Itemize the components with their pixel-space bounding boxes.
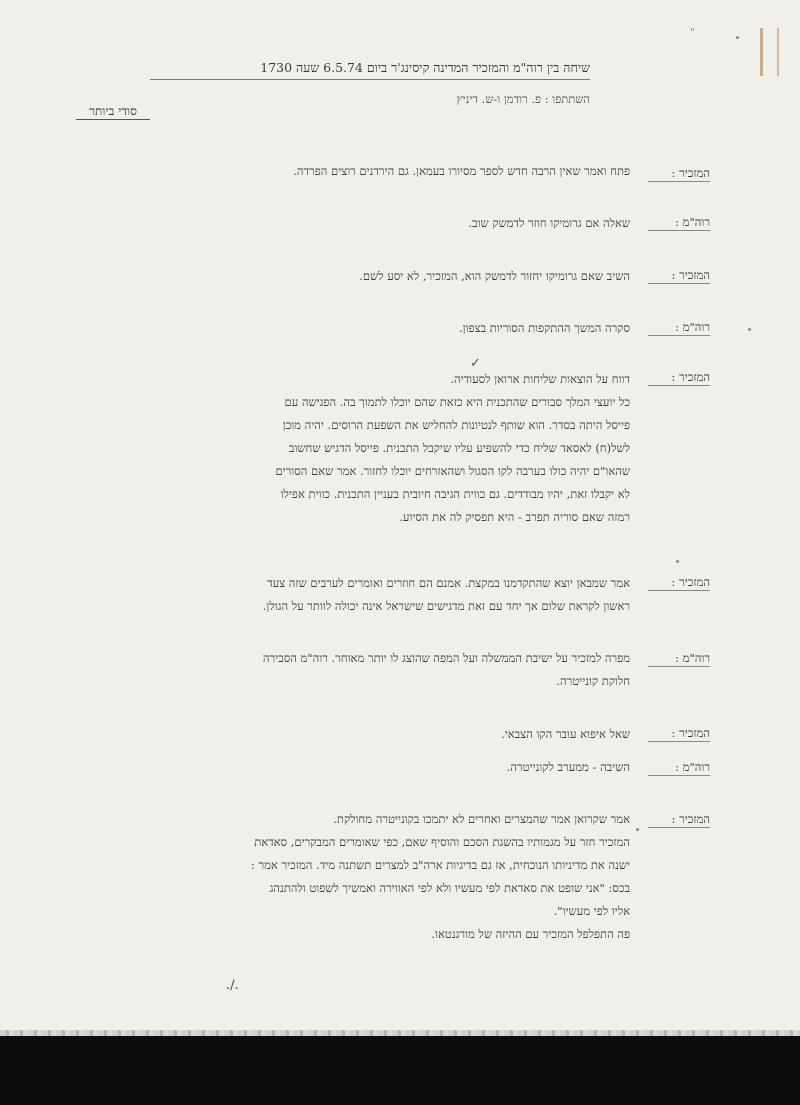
classification-label: סודי ביותר: [76, 104, 150, 120]
speaker-label: רוה"מ :: [648, 651, 710, 667]
speck: [736, 36, 739, 39]
entry-line: פתח ואמר שאין הרבה חדש לספר מסיורו בעמאן. גם הירדנים רוצים הפרדה.: [293, 164, 630, 178]
speaker-label: המזכיר :: [648, 166, 710, 182]
corner-mark: ": [690, 26, 696, 39]
entry-text: [251, 808, 630, 946]
document-title: שיחה בין רוה"מ והמזכיר המדינה קיסינג'ר ביום 6.5.74 שעה 1730: [150, 60, 590, 80]
entry-text: [459, 317, 630, 340]
entry-line: אמר שמבאן יוצא שהתקדמנו במקצת. אמנם הם חוזרים ואומרים לערבים שזה צעד: [267, 576, 630, 590]
entry-line: השיב שאם גרומיקו יחזור לדמשק הוא, המזכיר, לא יסע לשם.: [359, 269, 630, 283]
entry-line: כל יועצי המלך סבורים שהתכנית היא כזאת שהם יוכלו לתמוך בה. הפגישה עם: [284, 395, 630, 409]
handwritten-mark: ✓: [470, 356, 481, 371]
entry-text: [275, 368, 630, 529]
entry-line: סקרה המשך ההתקפות הסוריות בצפון.: [458, 321, 630, 335]
speaker-label: רוה"מ :: [648, 320, 710, 336]
entry-line: רמזה שאם סוריה תפרב - היא תפסיק לה את הסיוע.: [399, 510, 630, 524]
speaker-label: המזכיר :: [648, 812, 710, 828]
speaker-label: רוה"מ :: [648, 760, 710, 776]
speck: [676, 560, 679, 563]
entry-text: [263, 647, 630, 693]
entry-text: [507, 756, 630, 779]
entry-line: אליו לפי מעשיו".: [553, 904, 630, 918]
continuation-mark: ./.: [226, 978, 239, 993]
entry-line: המזכיר חזר על מגמותיו בהשגת הסכם והוסיף שאם, כפי שאומרים המבקרים, סאדאת: [254, 835, 630, 849]
entry-text: [501, 723, 630, 746]
entry-text: [263, 572, 630, 618]
entry-text: [468, 212, 630, 235]
entry-line: פייסל היתה בסדר. הוא שותף לנטיונות להחליש את השפעת הרוסים. יהיה מוכן: [282, 418, 630, 432]
entry-line: לשל(ח) לאסאד שליח כדי להשפיע עליו שיקבל התכנית. פייסל הדגיש שחשוב: [288, 441, 630, 455]
speck: [748, 328, 751, 331]
speaker-label: רוה"מ :: [648, 215, 710, 231]
participants-line: השתתפו : פ. רודמן ו-ש. דיניץ: [456, 92, 590, 106]
entry-line: בכס: "אני שופט את סאדאת לפי מעשיו ולא לפי האווירה ואמשיך לשפוט ולהתנהג: [269, 881, 630, 895]
entry-line: מפרה למזכיר על ישיבת הממשלה ועל המפה שהוצג לו יותר מאוחר. רוה"מ הסבירה: [262, 651, 630, 665]
entry-text: [293, 160, 630, 183]
entry-line: שאלה אם גרומיקו חוזר לדמשק שוב.: [468, 216, 630, 230]
entry-line: ראשון לקראת שלום אך יחד עם זאת מדגישים שישראל אינה יכולה לוותר על הגולן.: [262, 599, 630, 613]
entry-line: שהאו"ם יהיה כולו בערבה לקו הסגול ושהאזרחים יוכלו לחזור. אמר שאם הסורים: [275, 464, 630, 478]
speaker-label: המזכיר :: [648, 370, 710, 386]
entry-line: דווח על הוצאות שליחות ארואן לסעודיה.: [450, 372, 630, 386]
entry-line: חלוקת קונייטרה.: [556, 674, 630, 688]
speck: [636, 828, 639, 831]
entry-text: [359, 265, 630, 288]
entry-line: שאל איפוא עובר הקו הצבאי.: [501, 727, 630, 741]
speaker-label: המזכיר :: [648, 726, 710, 742]
scan-border: [0, 1036, 800, 1105]
entry-line: פה התפלפל המזכיר עם ההיזה של מורגנטאו.: [431, 927, 630, 941]
speaker-label: המזכיר :: [648, 575, 710, 591]
entry-line: לא יקבלו זאת, יהיו מבודדים. גם כווית הגיבה חיובית בעניין התכנית. כווית אפילו: [280, 487, 630, 501]
entry-line: ישנה את מדיניותו הנוכחית, אז גם בדיגיות ארה"ב למצרים תשתנה מיד. המזכיר אמר :: [250, 858, 630, 872]
entry-line: השיבה - ממערב לקונייטרה.: [506, 760, 630, 774]
speaker-label: המזכיר :: [648, 268, 710, 284]
entry-line: אמר שקרואן אמר שהמצרים ואחרים לא יתמכו בקונייטרה מחולקת.: [333, 812, 630, 826]
staple-mark: [760, 28, 779, 76]
